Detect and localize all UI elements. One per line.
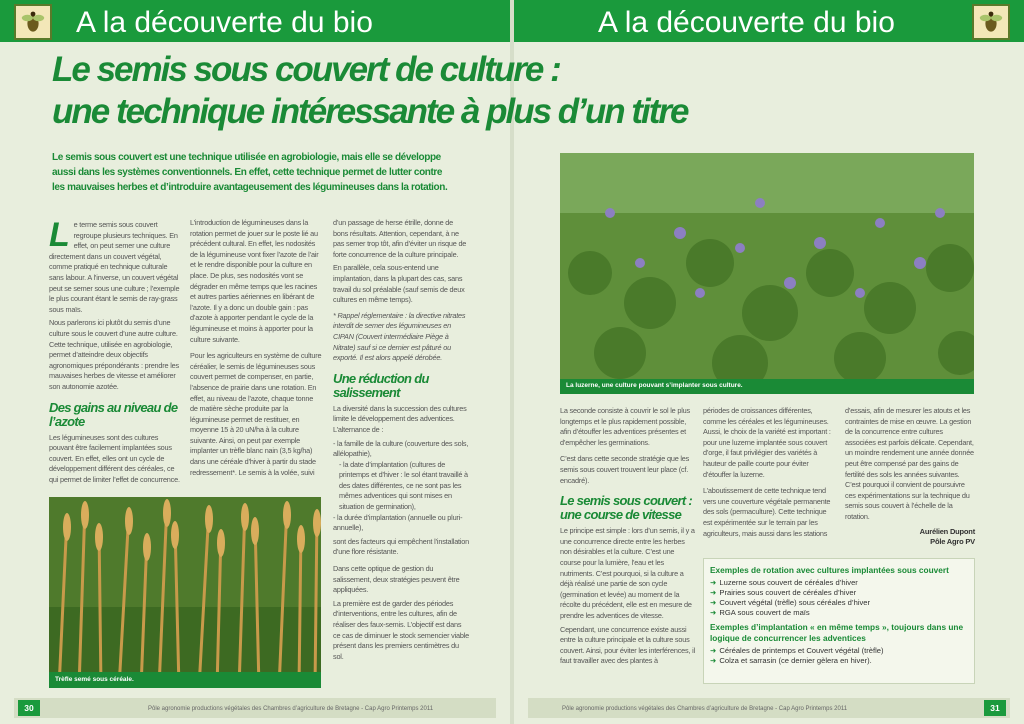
paragraph: La première est de garder des périodes d’interventions, entre les cultures, afin de réaliser des faux-semis. L’objectif est dans ce cas de diminuer le stock semencier viable présent dans les premiers centimètres du sol.: [333, 598, 469, 661]
section-title-left: A la découverte du bio: [76, 6, 373, 39]
arrow-icon: ➜: [710, 588, 717, 597]
photo-caption: La luzerne, une culture pouvant s’implanter sous culture.: [566, 382, 743, 389]
section-title-right: A la découverte du bio: [598, 6, 895, 39]
rotation-list: [710, 578, 968, 618]
list-item: ➜ Colza et sarrasin (ce dernier gèlera en hiver).: [710, 656, 872, 665]
paragraph: Cependant, une concurrence existe aussi entre la culture principale et la culture sous couvert. Ainsi, pour éviter les interférences, il faut travailler avec des plantes à: [560, 624, 695, 666]
paragraph: La diversité dans la succession des cultures limite le développement des adventices. L’alternance de :: [333, 403, 467, 434]
box-title-implantation: Exemples d’implantation « en même temps », toujours dans une logique de concurrencer les adventices: [710, 622, 964, 643]
page-number-left: 30: [18, 700, 40, 716]
paragraph: La seconde consiste à couvrir le sol le plus longtemps et le plus rapidement possible, afin d’étouffer les adventices présentes et d’empêcher les germinations.: [560, 406, 690, 447]
alfalfa-photo: [560, 153, 974, 394]
paragraph: e terme semis sous couvert regroupe plusieurs techniques. En effet, on peut semer une culture directement dans un couvert végétal, comme pratiqué en technique culturale sans labour. A l’inverse, un couvert végétal peut se semer sous une culture ; l’exemple le plus courant étant le semis de ray-grass sous maïs.: [49, 220, 180, 314]
article-headline-line1: Le semis sous couvert de culture :: [52, 50, 560, 89]
paragraph: Nous parlerons ici plutôt du semis d’une culture sous le couvert d’une autre culture. Cette technique, utilisée en agrobiologie, permet d’atteindre deux objectifs agronomiques prépondérants : prendre les mauvaises herbes de vitesse et améliorer son autonomie azotée.: [49, 318, 179, 391]
paragraph: d’essais, afin de mesurer les atouts et les contraintes de mise en œuvre. La gestion de la concurrence entre cultures associées est parfois délicate. Cependant, un moindre rendement une année donnée peut être compensé par des gains de fertilité des sols les années suivantes. C’est pourquoi il convient de poursuivre ces expérimentations sur la technique du semis sous couvert à l’échelle de la rotation.: [845, 406, 974, 521]
text-column-2: [190, 218, 322, 481]
author-organization: Pôle Agro PV: [930, 537, 975, 547]
arrow-icon: ➜: [710, 646, 717, 655]
list-item: - la famille de la culture (couverture des sols, allélopathie),: [333, 438, 469, 459]
paragraph: L’aboutissement de cette technique tend vers une couverture végétale permanente des sols (permaculture). Cette technique est expérimentée sur le terrain par les agriculteurs, mais aussi dans les stations: [703, 486, 831, 538]
paragraph: Pour les agriculteurs en système de culture céréalier, le semis de légumineuses sous couvert permet de compenser, en partie, l’absence de prairie dans une rotation. En effet, au niveau de l’azote, chaque tonne de matière sèche produite par la légumineuse permet de restituer, en moyenne 15 à 20 uN/ha à la culture suivante. Ainsi, on peut par exemple implanter un trèfle blanc nain (3,5 kg/ha) dans une céréale d’hiver à partir du stade redressement*. Le semis à la volée, suivi: [190, 351, 322, 477]
paragraph: L’introduction de légumineuses dans la rotation permet de jouer sur le poste lié au précédent cultural. En effet, les nodosités de la légumineuse vont fixer l’azote de l’air et le rendre disponible pour la culture en place. De plus, ses nodosités vont se dégrader en même temps que les racines et autres parties aériennes en libérant de l’azote. Il y a donc un double gain : pas d’azote à apporter pendant le cycle de la légumineuse et moins à apporter pour la culture suivante.: [190, 218, 319, 344]
paragraph: Dans cette optique de gestion du salissement, deux stratégies peuvent être appliquées.: [333, 564, 460, 595]
list-item: - la date d’implantation (cultures de printemps et d’hiver : le sol étant travaillé à des dates différentes, ce ne sont pas les mêmes adventices qui sont mises en situation de germination),: [339, 459, 468, 512]
paragraph: C’est dans cette seconde stratégie que les semis sous couvert trouvent leur place (cf. encadré).: [560, 454, 690, 485]
paragraph: Les légumineuses sont des cultures pouvant être facilement implantées sous couvert. En effet, elles ont un cycle de développement différent des céréales, ce qui permet de limiter l’effet de concurrence.: [49, 432, 180, 484]
list-item: ➜ Couvert végétal (trèfle) sous céréales d’hiver: [710, 598, 871, 607]
examples-box: [703, 558, 975, 684]
paragraph: Le principe est simple : lors d’un semis, il y a une concurrence directe entre les herbes non désirables et la culture. C’est une course pour la lumière, l’eau et les nutriments. C’est pourquoi, si la culture a déjà réalisé une partie de son cycle (germination et levée) au moment de la récolte du précédent, elle est en mesure de prendre les adventices de vitesse.: [560, 526, 695, 620]
list-item: - la durée d’implantation (annuelle ou pluri-annuelle),: [333, 512, 463, 533]
subheading-azote: Des gains au niveau de l’azote: [49, 399, 178, 429]
article-headline-line2: une technique intéressante à plus d’un titre: [52, 92, 688, 131]
paragraph: périodes de croissances différentes, comme les céréales et les légumineuses. Aussi, le choix de la variété est important : pour une luzerne implantée sous couvert d’orge, il faut privilégier des variétés à hauteur de paille courte pour éviter d’étouffer la luzerne.: [703, 406, 831, 479]
footer-text-left: Pôle agronomie productions végétales des Chambres d’agriculture de Bretagne - Cap Agro Printemps 2011: [148, 706, 434, 712]
list-item: ➜ Céréales de printemps et Couvert végétal (trèfle): [710, 646, 884, 655]
implantation-list: [710, 646, 968, 666]
drop-cap: L: [49, 216, 70, 254]
author-name: Aurélien Dupont: [919, 526, 975, 536]
text-column-4: [560, 406, 695, 670]
arrow-icon: ➜: [710, 656, 717, 665]
subheading-course-vitesse: Le semis sous couvert : une course de vitesse: [560, 493, 693, 523]
wheat-clover-photo: [49, 497, 321, 688]
photo-caption: Trèfle semé sous céréale.: [55, 676, 134, 683]
paragraph: En parallèle, cela sous-entend une implantation, dans la plupart des cas, sans travail du sol préalable (sauf semis de deux cultures en même temps).: [333, 263, 465, 305]
arrow-icon: ➜: [710, 608, 717, 617]
bee-logo-icon: [972, 4, 1010, 40]
list-item: ➜ RGA sous couvert de maïs: [710, 608, 810, 617]
subheading-salissement: Une réduction du salissement: [333, 370, 429, 400]
article-lead: Le semis sous couvert est une technique utilisée en agrobiologie, mais elle se développe aussi dans les systèmes conventionnels. En effet, cette technique permet de lutter contre les mauvaises herbes et d’introduire avantageusement des légumineuses dans la rotation.: [52, 152, 448, 193]
text-column-1: [49, 216, 181, 488]
text-column-5: [703, 406, 837, 542]
page-number-right: 31: [984, 700, 1006, 716]
arrow-icon: ➜: [710, 598, 717, 607]
text-column-6: [845, 406, 975, 551]
regulatory-note: * Rappel réglementaire : la directive nitrates interdit de semer des légumineuses en CIPAN (Couvert intermédiaire Piège à Nitrate) sauf si ce dernier est pâturé ou exporté. Il est alors appelé dérobée.: [333, 310, 466, 363]
bee-logo-icon: [14, 4, 52, 40]
box-title-rotation: Exemples de rotation avec cultures implantées sous couvert: [710, 565, 949, 575]
list-item: ➜ Prairies sous couvert de céréales d’hiver: [710, 588, 857, 597]
paragraph: sont des facteurs qui empêchent l’installation d’une flore résistante.: [333, 536, 470, 557]
footer-text-right: Pôle agronomie productions végétales des Chambres d’agriculture de Bretagne - Cap Agro Printemps 2011: [562, 706, 848, 712]
arrow-icon: ➜: [710, 578, 717, 587]
text-column-3: [333, 218, 469, 665]
list-item: ➜ Luzerne sous couvert de céréales d’hiver: [710, 578, 858, 587]
paragraph: d’un passage de herse étrille, donne de bons résultats. Attention, cependant, à ne pas semer trop tôt, afin d’éviter un risque de forte concurrence de la culture principale.: [333, 218, 467, 259]
